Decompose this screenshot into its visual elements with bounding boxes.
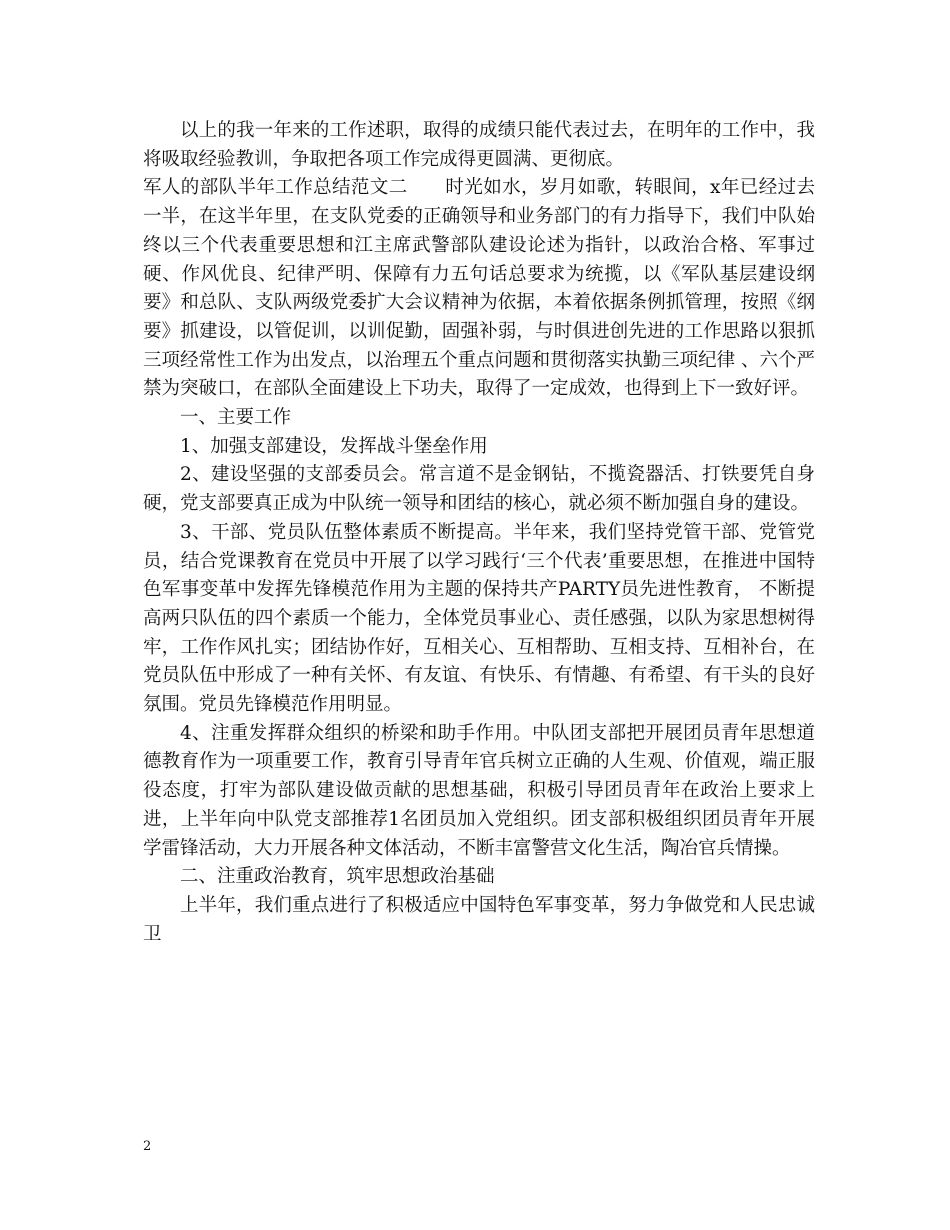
document-body [143,117,815,949]
paragraph-mass-organizations: 4、注重发挥群众组织的桥梁和助手作用。中队团支部把开展团员青年思想道德教育作为一项重要工作，教育引导青年官兵树立正确的人生观、价值观，端正服役态度，打牢为部队建设做贡献的思想基础，积极引导团员青年在政治上要求上进，上半年向中队党支部推荐1名团员加入党组织。团支部积极组织团员青年开展学雷锋活动，大力开展各种文体活动，不断丰富警营文化生活，陶冶官兵情操。 [143,722,815,859]
paragraph-title-and-intro: 军人的部队半年工作总结范文二 时光如水，岁月如歌，转眼间，x年已经过去一半，在这半年里，在支队党委的正确领导和业务部门的有力指导下，我们中队始终以三个代表重要思想和江主席武警部队建设论述为指针，以政治合格、军事过硬、作风优良、纪律严明、保障有力五句话总要求为统揽，以《军队基层建设纲要》和总队、支队两级党委扩大会议精神为依据，本着依据条例抓管理，按照《纲要》抓建设，以管促训，以训促勤，固强补弱，与时俱进创先进的工作思路以狠抓三项经常性工作为出发点，以治理五个重点问题和贯彻落实执勤三项纪律 、六个严禁为突破口，在部队全面建设上下功夫，取得了一定成效，也得到上下一致好评。 [143,177,815,400]
paragraph-closing-summary: 以上的我一年来的工作述职，取得的成绩只能代表过去，在明年的工作中，我将吸取经验教训，争取把各项工作完成得更圆满、更彻底。 [143,120,815,170]
paragraph-political-education: 上半年，我们重点进行了积极适应中国特色军事变革，努力争做党和人民忠诚卫 [143,894,815,945]
paragraph-branch-committee: 2、建设坚强的支部委员会。常言道不是金钢钻，不揽瓷器活、打铁要凭自身硬，党支部要真正成为中队统一领导和团结的核心，就必须不断加强自身的建设。 [143,464,815,515]
section-heading-main-work: 一、主要工作 [180,407,292,429]
subheading-branch-building: 1、加强支部建设，发挥战斗堡垒作用 [180,435,488,457]
page-number: 2 [143,1139,152,1154]
paragraph-cadre-quality: 3、干部、党员队伍整体素质不断提高。半年来，我们坚持党管干部、党管党员，结合党课教育在党员中开展了以学习践行‘三个代表’重要思想，在推进中国特色军事变革中发挥先锋模范作用为主题的保持共产PARTY员先进性教育， 不断提高两只队伍的四个素质一个能力，全体党员事业心、责任感强，以队为家思想树得牢，工作作风扎实；团结协作好，互相关心、互相帮助、互相支持、互相补台，在党员队伍中形成了一种有关怀、有友谊、有快乐、有情趣、有希望、有干头的良好氛围。党员先锋模范作用明显。 [143,521,815,716]
section-heading-political-education: 二、注重政治教育，筑牢思想政治基础 [180,866,495,888]
